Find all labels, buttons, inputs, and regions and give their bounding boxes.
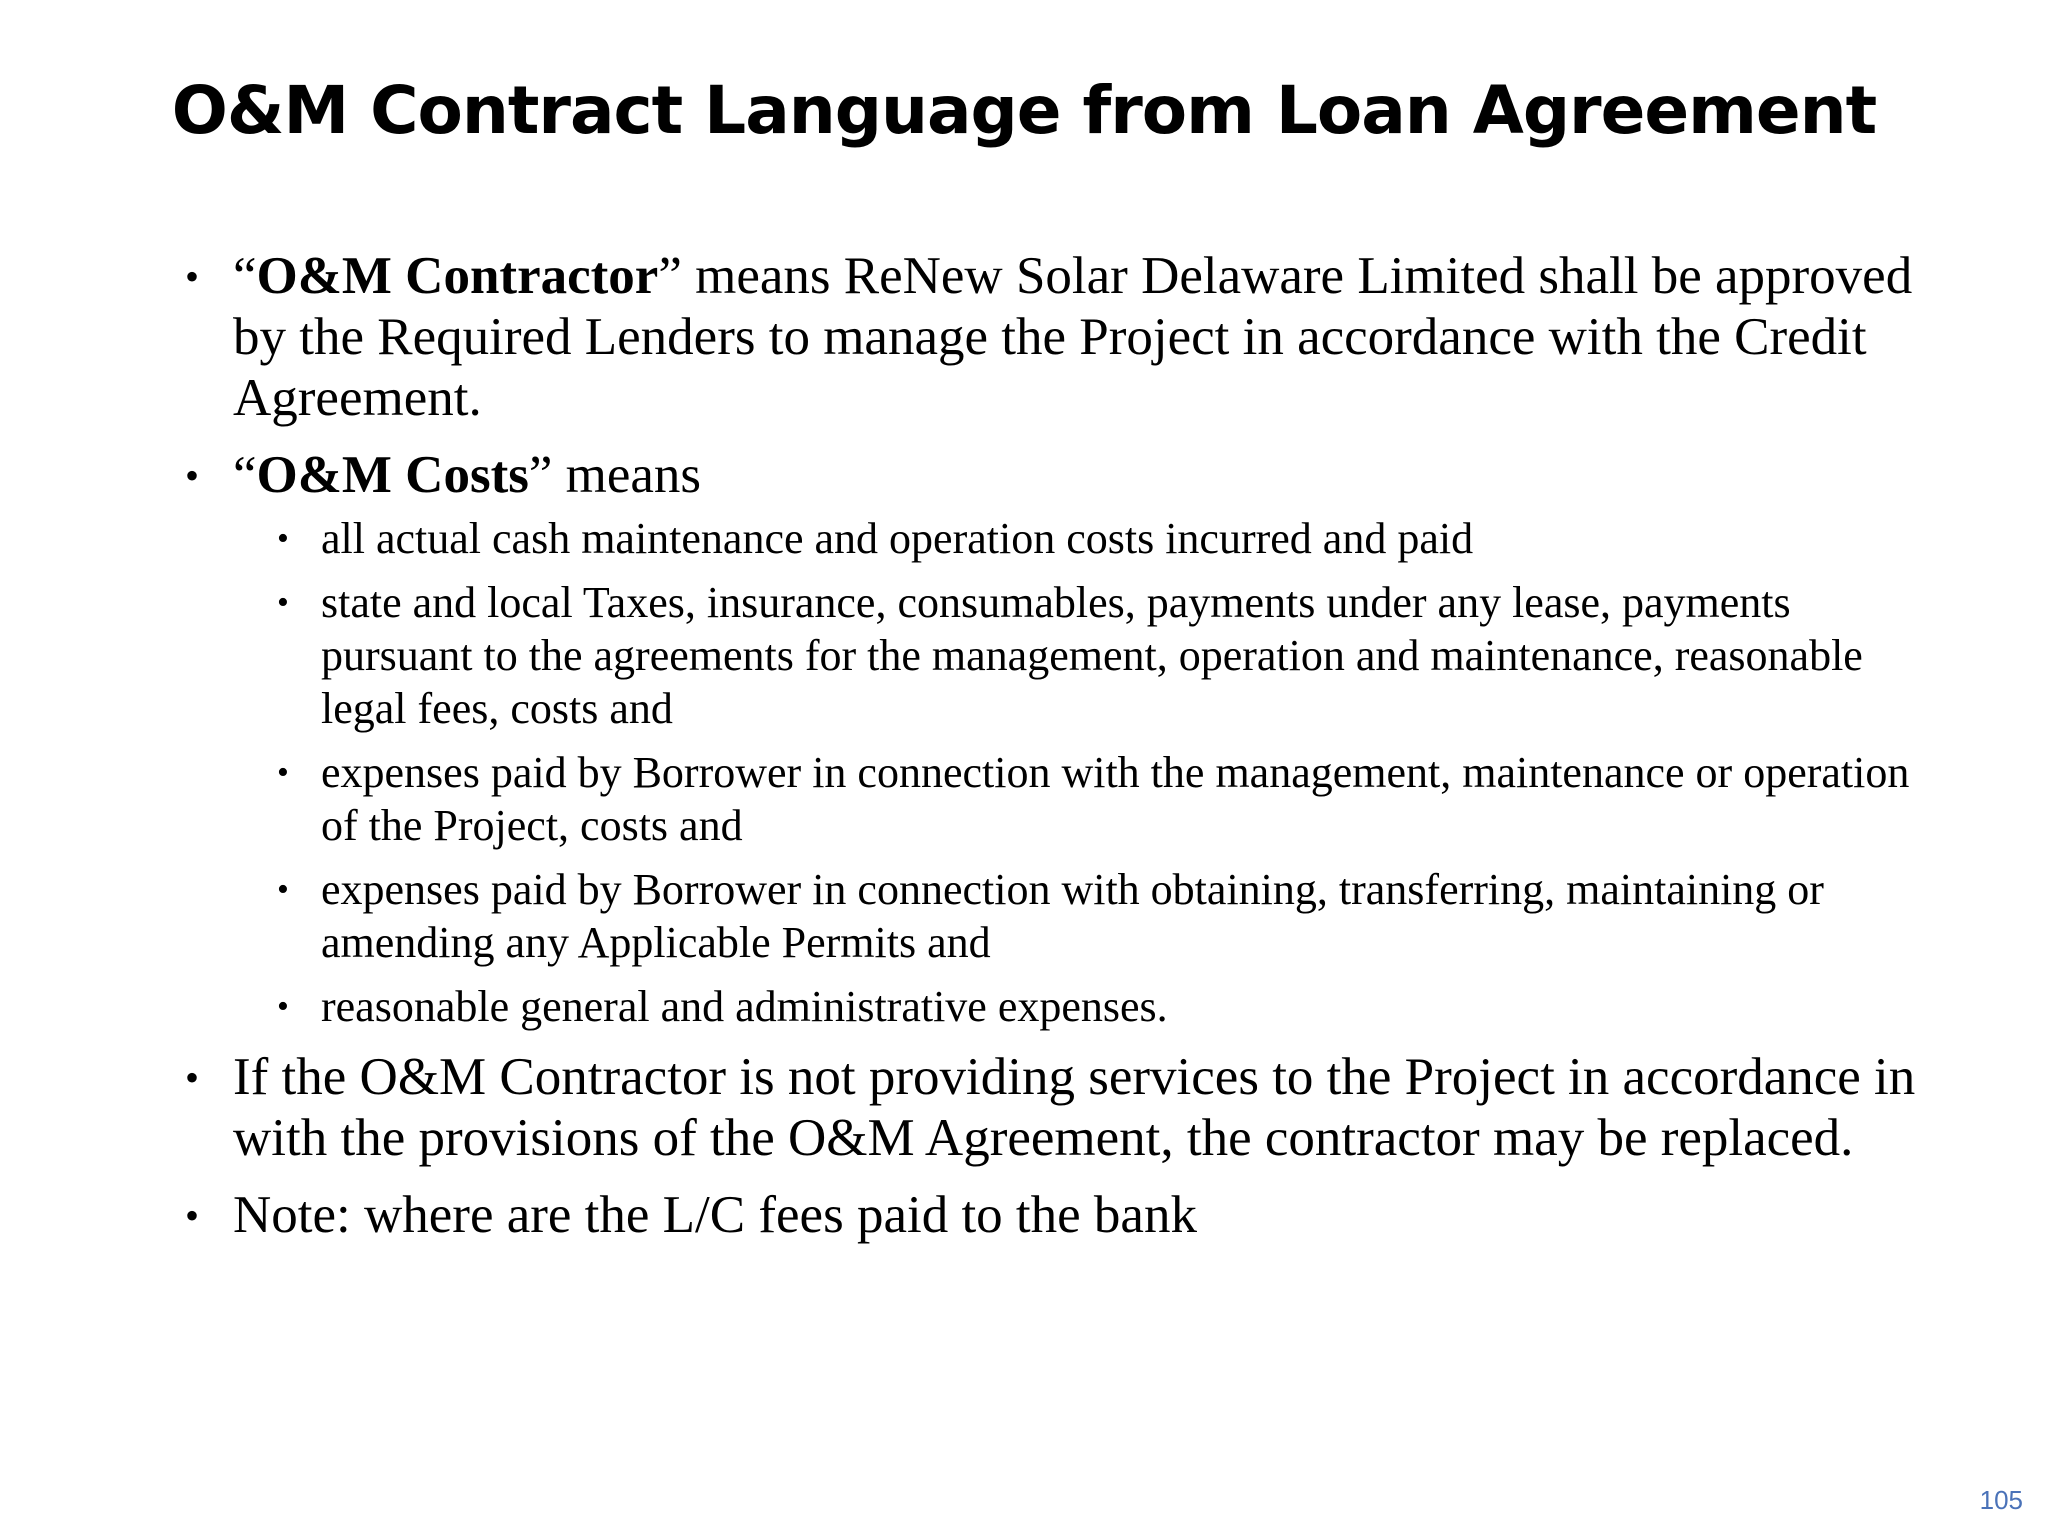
open-quote: “ xyxy=(233,247,257,305)
bullet-text: Note: where are the L/C fees paid to the bank xyxy=(233,1186,1197,1244)
sub-bullet-text: reasonable general and administrative expenses. xyxy=(321,982,1168,1031)
slide-title: O&M Contract Language from Loan Agreement xyxy=(171,72,1877,149)
bullet-icon: • xyxy=(277,520,289,557)
sub-bullet-taxes xyxy=(277,576,1925,735)
bullet-icon: • xyxy=(277,754,289,791)
sub-bullet-text: all actual cash maintenance and operation costs incurred and paid xyxy=(321,514,1474,563)
bullet-note xyxy=(185,1185,1925,1246)
definition-text: means ReNew Solar Delaware Limited shall be approved by the Required Lenders to manage the Project in accordance with the Credit Agreement. xyxy=(233,247,1913,427)
bullet-icon: • xyxy=(277,988,289,1025)
bullet-icon: • xyxy=(185,1193,200,1238)
bullet-icon: • xyxy=(185,453,200,498)
sub-bullet-permit-expenses xyxy=(277,863,1925,969)
bullet-replacement xyxy=(185,1047,1925,1169)
close-quote: ” xyxy=(528,446,553,504)
bullet-om-costs xyxy=(185,445,1925,506)
sub-bullet-text: expenses paid by Borrower in connection with the management, maintenance or operation of the Project, costs and xyxy=(321,748,1910,850)
bullet-icon: • xyxy=(185,1055,200,1100)
term-om-contractor: O&M Contractor xyxy=(256,247,659,305)
om-costs-sublist xyxy=(185,512,1925,1033)
page-number: 105 xyxy=(1979,1485,2023,1515)
bullet-om-contractor xyxy=(185,246,1925,429)
sub-bullet-admin-expenses xyxy=(277,980,1925,1033)
definition-text: means xyxy=(552,446,702,504)
close-quote: ” xyxy=(658,247,682,305)
bullet-icon: • xyxy=(185,254,200,299)
sub-bullet-text: expenses paid by Borrower in connection with obtaining, transferring, maintaining or amending any Applicable Permits and xyxy=(321,865,1824,967)
slide-body xyxy=(185,246,1925,1262)
sub-bullet-text: state and local Taxes, insurance, consumables, payments under any lease, payments pursuant to the agreements for the management, operation and maintenance, reasonable legal fees, costs and xyxy=(321,578,1863,733)
sub-bullet-cash-costs xyxy=(277,512,1925,565)
bullet-text: If the O&M Contractor is not providing services to the Project in accordance in with the provisions of the O&M Agreement, the contractor may be replaced. xyxy=(233,1048,1916,1167)
bullet-icon: • xyxy=(277,584,289,621)
term-om-costs: O&M Costs xyxy=(256,446,529,504)
bullet-icon: • xyxy=(277,871,289,908)
open-quote: “ xyxy=(233,446,257,504)
sub-bullet-management-expenses xyxy=(277,746,1925,852)
